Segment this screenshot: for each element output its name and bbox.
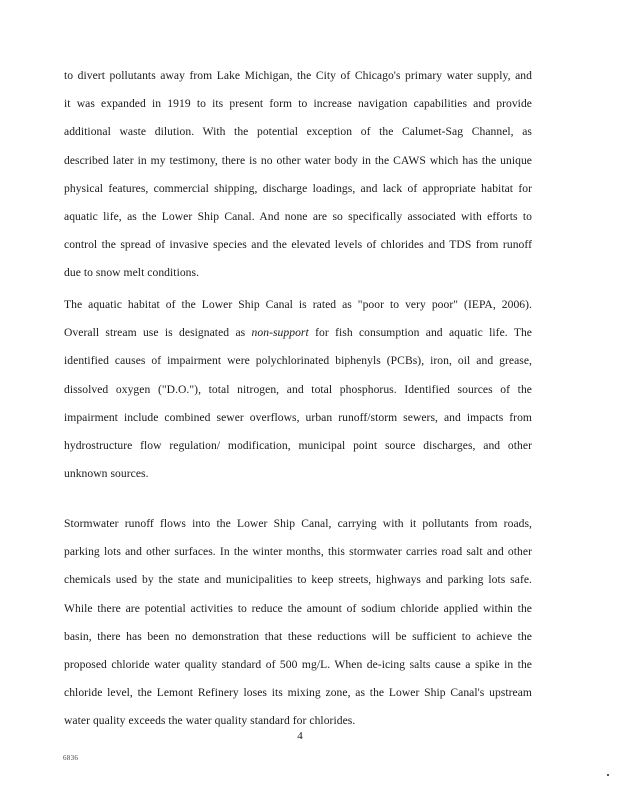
text-line: control the spread of invasive species and the elevated levels of chlorides and TDS from runoff (64, 238, 532, 252)
text-line: to divert pollutants away from Lake Michigan, the City of Chicago's primary water supply, and (64, 69, 532, 82)
text-line: chemicals used by the state and municipalities to keep streets, highways and parking lots safe. (64, 573, 532, 587)
paragraph-aquatic-habitat (64, 291, 532, 488)
text-line: it was expanded in 1919 to its present form to increase navigation capabilities and provide (64, 97, 532, 111)
text-line: described later in my testimony, there is no other water body in the CAWS which has the unique (64, 153, 532, 167)
text-line: unknown sources. (64, 467, 149, 481)
text-line: The aquatic habitat of the Lower Ship Canal is rated as "poor to very poor" (IEPA, 2006). (64, 298, 532, 311)
text-line: impairment include combined sewer overflows, urban runoff/storm sewers, and impacts from (64, 410, 532, 424)
text-line: identified causes of impairment were polychlorinated biphenyls (PCBs), iron, oil and grease, (64, 354, 532, 368)
text-line: Stormwater runoff flows into the Lower Ship Canal, carrying with it pollutants from roads, (64, 517, 532, 530)
paragraph-lower-ship-canal-history (64, 62, 532, 288)
scan-mark (607, 774, 609, 776)
text-line: proposed chloride water quality standard of 500 mg/L. When de-icing salts cause a spike in the (64, 657, 532, 671)
text-line: water quality exceeds the water quality standard for chlorides. (64, 714, 356, 728)
text-line: chloride level, the Lemont Refinery loses its mixing zone, as the Lower Ship Canal's upstream (64, 686, 532, 700)
text-line: due to snow melt conditions. (64, 266, 200, 280)
text-line: aquatic life, as the Lower Ship Canal. And none are so specifically associated with efforts to (64, 209, 532, 223)
text-line: parking lots and other surfaces. In the winter months, this stormwater carries road salt and other (64, 545, 532, 559)
page-number: 4 (297, 730, 303, 742)
text-line: While there are potential activities to reduce the amount of sodium chloride applied within the (64, 601, 532, 615)
text-line: basin, there has been no demonstration that these reductions will be sufficient to achieve the (64, 629, 532, 643)
footer-code: 6836 (63, 754, 79, 762)
paragraph-stormwater-runoff (64, 510, 532, 736)
text-line: dissolved oxygen ("D.O."), total nitrogen, and total phosphorus. Identified sources of the (64, 382, 532, 396)
text-line: hydrostructure flow regulation/ modification, municipal point source discharges, and other (64, 438, 532, 452)
text-line: additional waste dilution. With the potential exception of the Calumet-Sag Channel, as (64, 125, 532, 139)
text-line: physical features, commercial shipping, discharge loadings, and lack of appropriate habitat for (64, 181, 532, 195)
text-line: Overall stream use is designated as non-support for fish consumption and aquatic life. The (64, 326, 532, 340)
